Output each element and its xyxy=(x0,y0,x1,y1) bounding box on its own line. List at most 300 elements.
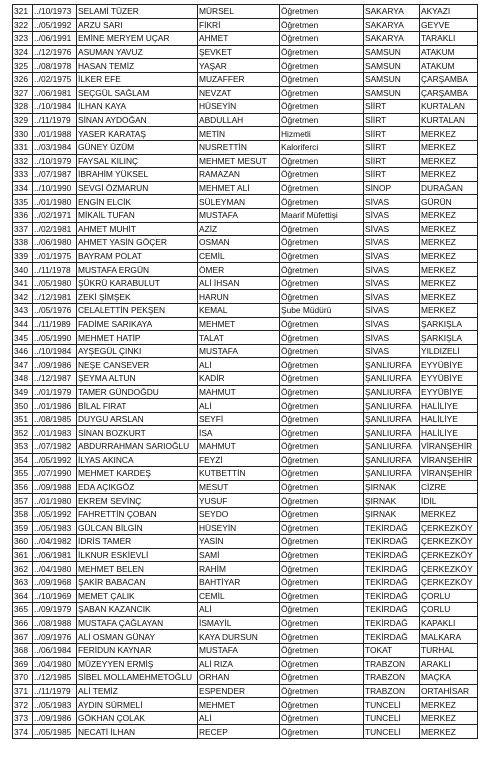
full-name-cell: DUYGU ARSLAN xyxy=(77,412,198,426)
district-cell: TURHAL xyxy=(420,643,478,657)
row-number-cell: 334 xyxy=(13,181,33,195)
job-title-cell: Öğretmen xyxy=(280,276,364,290)
table-row xyxy=(13,535,478,549)
district-cell: MERKEZ xyxy=(420,698,478,712)
father-name-cell: HARUN xyxy=(198,290,280,304)
table-row xyxy=(13,507,478,521)
row-number-cell: 368 xyxy=(13,643,33,657)
full-name-cell: İLKER EFE xyxy=(77,72,198,86)
district-cell: AKYAZI xyxy=(420,5,478,19)
job-title-cell: Öğretmen xyxy=(280,684,364,698)
father-name-cell: CEMİL xyxy=(198,249,280,263)
row-number-cell: 338 xyxy=(13,236,33,250)
table-row xyxy=(13,657,478,671)
full-name-cell: TAMER GÜNDOĞDU xyxy=(77,385,198,399)
row-number-cell: 346 xyxy=(13,344,33,358)
table-row xyxy=(13,616,478,630)
birth-date-cell: ../01/1988 xyxy=(33,127,77,141)
table-row xyxy=(13,440,478,454)
district-cell: KURTALAN xyxy=(420,100,478,114)
district-cell: ÇARŞAMBA xyxy=(420,72,478,86)
province-cell: TEKİRDAĞ xyxy=(364,562,420,576)
full-name-cell: FAHRETTİN ÇOBAN xyxy=(77,507,198,521)
table-row xyxy=(13,168,478,182)
table-row xyxy=(13,222,478,236)
father-name-cell: HÜSEYİN xyxy=(198,521,280,535)
birth-date-cell: ../06/1991 xyxy=(33,32,77,46)
table-row xyxy=(13,372,478,386)
row-number-cell: 353 xyxy=(13,440,33,454)
job-title-cell: Öğretmen xyxy=(280,154,364,168)
table-row xyxy=(13,45,478,59)
job-title-cell: Öğretmen xyxy=(280,18,364,32)
province-cell: SİVAS xyxy=(364,249,420,263)
job-title-cell: Öğretmen xyxy=(280,603,364,617)
row-number-cell: 352 xyxy=(13,426,33,440)
province-cell: SİVAS xyxy=(364,331,420,345)
birth-date-cell: ../07/1982 xyxy=(33,440,77,454)
province-cell: TEKİRDAĞ xyxy=(364,616,420,630)
personnel-table xyxy=(12,4,478,739)
province-cell: TEKİRDAĞ xyxy=(364,575,420,589)
father-name-cell: KADİR xyxy=(198,372,280,386)
table-row xyxy=(13,426,478,440)
province-cell: TUNCELİ xyxy=(364,725,420,739)
full-name-cell: AYŞEGÜL ÇINKI xyxy=(77,344,198,358)
table-row xyxy=(13,467,478,481)
province-cell: SİİRT xyxy=(364,100,420,114)
father-name-cell: MEHMET xyxy=(198,698,280,712)
job-title-cell: Öğretmen xyxy=(280,372,364,386)
district-cell: EYYÜBİYE xyxy=(420,358,478,372)
row-number-cell: 330 xyxy=(13,127,33,141)
full-name-cell: SEVGİ ÖZMARUN xyxy=(77,181,198,195)
full-name-cell: YASER KARATAŞ xyxy=(77,127,198,141)
row-number-cell: 355 xyxy=(13,467,33,481)
row-number-cell: 364 xyxy=(13,589,33,603)
birth-date-cell: ../04/1980 xyxy=(33,657,77,671)
row-number-cell: 367 xyxy=(13,630,33,644)
province-cell: TUNCELİ xyxy=(364,711,420,725)
row-number-cell: 372 xyxy=(13,698,33,712)
birth-date-cell: ../06/1981 xyxy=(33,86,77,100)
province-cell: SİVAS xyxy=(364,344,420,358)
birth-date-cell: ../10/1979 xyxy=(33,154,77,168)
birth-date-cell: ../06/1984 xyxy=(33,643,77,657)
father-name-cell: NEVZAT xyxy=(198,86,280,100)
birth-date-cell: ../05/1985 xyxy=(33,725,77,739)
table-row xyxy=(13,72,478,86)
row-number-cell: 329 xyxy=(13,113,33,127)
table-row xyxy=(13,521,478,535)
father-name-cell: METİN xyxy=(198,127,280,141)
birth-date-cell: ../04/1982 xyxy=(33,535,77,549)
row-number-cell: 335 xyxy=(13,195,33,209)
full-name-cell: FAYSAL KILINÇ xyxy=(77,154,198,168)
district-cell: ÇERKEZKÖY xyxy=(420,562,478,576)
row-number-cell: 371 xyxy=(13,684,33,698)
table-row xyxy=(13,154,478,168)
father-name-cell: OSMAN xyxy=(198,236,280,250)
job-title-cell: Öğretmen xyxy=(280,575,364,589)
district-cell: ORTAHİSAR xyxy=(420,684,478,698)
birth-date-cell: ../05/1992 xyxy=(33,18,77,32)
table-row xyxy=(13,195,478,209)
province-cell: SİİRT xyxy=(364,127,420,141)
district-cell: KURTALAN xyxy=(420,113,478,127)
row-number-cell: 373 xyxy=(13,711,33,725)
table-row xyxy=(13,643,478,657)
full-name-cell: ZEKİ ŞİMŞEK xyxy=(77,290,198,304)
father-name-cell: ALİ İHSAN xyxy=(198,276,280,290)
table-row xyxy=(13,113,478,127)
province-cell: TRABZON xyxy=(364,684,420,698)
full-name-cell: GÖKHAN ÇOLAK xyxy=(77,711,198,725)
full-name-cell: ŞEYMA ALTUN xyxy=(77,372,198,386)
birth-date-cell: ../10/1990 xyxy=(33,181,77,195)
table-row xyxy=(13,86,478,100)
father-name-cell: MUSTAFA xyxy=(198,344,280,358)
father-name-cell: YUSUF xyxy=(198,494,280,508)
province-cell: SİVAS xyxy=(364,208,420,222)
father-name-cell: FİKRİ xyxy=(198,18,280,32)
job-title-cell: Öğretmen xyxy=(280,725,364,739)
job-title-cell: Öğretmen xyxy=(280,100,364,114)
birth-date-cell: ../11/1978 xyxy=(33,263,77,277)
birth-date-cell: ../05/1976 xyxy=(33,304,77,318)
birth-date-cell: ../01/1983 xyxy=(33,426,77,440)
province-cell: SİVAS xyxy=(364,290,420,304)
district-cell: GEYVE xyxy=(420,18,478,32)
province-cell: TEKİRDAĞ xyxy=(364,535,420,549)
full-name-cell: SELAMİ TÜZER xyxy=(77,5,198,19)
table-row xyxy=(13,127,478,141)
table-row xyxy=(13,575,478,589)
birth-date-cell: ../09/1986 xyxy=(33,711,77,725)
district-cell: VİRANŞEHİR xyxy=(420,467,478,481)
full-name-cell: İLKNUR ESKİEVLİ xyxy=(77,548,198,562)
district-cell: HALİLİYE xyxy=(420,399,478,413)
birth-date-cell: ../08/1988 xyxy=(33,616,77,630)
district-cell: ÇERKEZKÖY xyxy=(420,535,478,549)
district-cell: GÜRÜN xyxy=(420,195,478,209)
full-name-cell: GÜNEY ÜZÜM xyxy=(77,140,198,154)
job-title-cell: Öğretmen xyxy=(280,480,364,494)
district-cell: VİRANŞEHİR xyxy=(420,440,478,454)
district-cell: TARAKLI xyxy=(420,32,478,46)
table-row xyxy=(13,603,478,617)
job-title-cell: Öğretmen xyxy=(280,494,364,508)
birth-date-cell: ../12/1987 xyxy=(33,372,77,386)
row-number-cell: 343 xyxy=(13,304,33,318)
full-name-cell: CELALETTİN PEKŞEN xyxy=(77,304,198,318)
row-number-cell: 321 xyxy=(13,5,33,19)
province-cell: TEKİRDAĞ xyxy=(364,630,420,644)
table-row xyxy=(13,698,478,712)
district-cell: MERKEZ xyxy=(420,290,478,304)
row-number-cell: 348 xyxy=(13,372,33,386)
father-name-cell: ORHAN xyxy=(198,671,280,685)
birth-date-cell: ../05/1992 xyxy=(33,453,77,467)
full-name-cell: MUSTAFA ÇAĞLAYAN xyxy=(77,616,198,630)
province-cell: TEKİRDAĞ xyxy=(364,521,420,535)
district-cell: ÇARŞAMBA xyxy=(420,86,478,100)
full-name-cell: AHMET MUHİT xyxy=(77,222,198,236)
job-title-cell: Öğretmen xyxy=(280,32,364,46)
province-cell: SİİRT xyxy=(364,113,420,127)
province-cell: ŞANLIURFA xyxy=(364,358,420,372)
full-name-cell: İLHAN KAYA xyxy=(77,100,198,114)
job-title-cell: Öğretmen xyxy=(280,45,364,59)
district-cell: MERKEZ xyxy=(420,208,478,222)
job-title-cell: Öğretmen xyxy=(280,412,364,426)
table-row xyxy=(13,358,478,372)
father-name-cell: ÖMER xyxy=(198,263,280,277)
birth-date-cell: ../01/1975 xyxy=(33,249,77,263)
job-title-cell: Öğretmen xyxy=(280,181,364,195)
province-cell: TUNCELİ xyxy=(364,698,420,712)
job-title-cell: Öğretmen xyxy=(280,698,364,712)
province-cell: TEKİRDAĞ xyxy=(364,548,420,562)
row-number-cell: 323 xyxy=(13,32,33,46)
table-row xyxy=(13,344,478,358)
job-title-cell: Öğretmen xyxy=(280,671,364,685)
job-title-cell: Maarif Müfettişi xyxy=(280,208,364,222)
father-name-cell: SEYDO xyxy=(198,507,280,521)
birth-date-cell: ../05/1983 xyxy=(33,698,77,712)
row-number-cell: 324 xyxy=(13,45,33,59)
table-row xyxy=(13,331,478,345)
table-row xyxy=(13,494,478,508)
full-name-cell: MEHMET HATİP xyxy=(77,331,198,345)
father-name-cell: AZİZ xyxy=(198,222,280,236)
job-title-cell: Öğretmen xyxy=(280,643,364,657)
job-title-cell: Öğretmen xyxy=(280,440,364,454)
job-title-cell: Öğretmen xyxy=(280,222,364,236)
row-number-cell: 327 xyxy=(13,86,33,100)
district-cell: HALİLİYE xyxy=(420,412,478,426)
father-name-cell: NUSRETTİN xyxy=(198,140,280,154)
province-cell: SİVAS xyxy=(364,263,420,277)
province-cell: TRABZON xyxy=(364,671,420,685)
job-title-cell: Öğretmen xyxy=(280,657,364,671)
job-title-cell: Öğretmen xyxy=(280,344,364,358)
full-name-cell: SİNAN BOZKURT xyxy=(77,426,198,440)
birth-date-cell: ../02/1981 xyxy=(33,222,77,236)
row-number-cell: 350 xyxy=(13,399,33,413)
province-cell: ŞIRNAK xyxy=(364,494,420,508)
province-cell: ŞANLIURFA xyxy=(364,440,420,454)
job-title-cell: Öğretmen xyxy=(280,589,364,603)
row-number-cell: 374 xyxy=(13,725,33,739)
full-name-cell: SEÇGÜL SAĞLAM xyxy=(77,86,198,100)
row-number-cell: 356 xyxy=(13,480,33,494)
full-name-cell: MEHMET BELEN xyxy=(77,562,198,576)
row-number-cell: 331 xyxy=(13,140,33,154)
full-name-cell: İBRAHİM YÜKSEL xyxy=(77,168,198,182)
job-title-cell: Öğretmen xyxy=(280,616,364,630)
row-number-cell: 328 xyxy=(13,100,33,114)
district-cell: CİZRE xyxy=(420,480,478,494)
table-row xyxy=(13,263,478,277)
district-cell: ARAKLI xyxy=(420,657,478,671)
province-cell: ŞIRNAK xyxy=(364,480,420,494)
job-title-cell: Öğretmen xyxy=(280,548,364,562)
province-cell: SAMSUN xyxy=(364,45,420,59)
province-cell: ŞANLIURFA xyxy=(364,453,420,467)
full-name-cell: MÜZEYYEN ERMİŞ xyxy=(77,657,198,671)
job-title-cell: Öğretmen xyxy=(280,358,364,372)
birth-date-cell: ../12/1985 xyxy=(33,671,77,685)
father-name-cell: MEHMET MESUT xyxy=(198,154,280,168)
birth-date-cell: ../12/1981 xyxy=(33,290,77,304)
table-row xyxy=(13,480,478,494)
table-row xyxy=(13,5,478,19)
birth-date-cell: ../01/1980 xyxy=(33,195,77,209)
province-cell: SAMSUN xyxy=(364,86,420,100)
job-title-cell: Öğretmen xyxy=(280,59,364,73)
birth-date-cell: ../10/1984 xyxy=(33,100,77,114)
job-title-cell: Şube Müdürü xyxy=(280,304,364,318)
birth-date-cell: ../11/1979 xyxy=(33,684,77,698)
full-name-cell: EMİNE MERYEM UÇAR xyxy=(77,32,198,46)
job-title-cell: Öğretmen xyxy=(280,399,364,413)
table-row xyxy=(13,725,478,739)
job-title-cell: Öğretmen xyxy=(280,5,364,19)
birth-date-cell: ../11/1989 xyxy=(33,317,77,331)
district-cell: MERKEZ xyxy=(420,304,478,318)
province-cell: ŞANLIURFA xyxy=(364,426,420,440)
full-name-cell: ALİ OSMAN GÜNAY xyxy=(77,630,198,644)
row-number-cell: 337 xyxy=(13,222,33,236)
father-name-cell: MÜRSEL xyxy=(198,5,280,19)
province-cell: TRABZON xyxy=(364,657,420,671)
birth-date-cell: ../09/1988 xyxy=(33,480,77,494)
birth-date-cell: ../07/1990 xyxy=(33,467,77,481)
table-row xyxy=(13,671,478,685)
father-name-cell: ALİ xyxy=(198,399,280,413)
province-cell: SAMSUN xyxy=(364,72,420,86)
province-cell: SİİRT xyxy=(364,168,420,182)
birth-date-cell: ../01/1980 xyxy=(33,494,77,508)
job-title-cell: Öğretmen xyxy=(280,113,364,127)
birth-date-cell: ../05/1983 xyxy=(33,521,77,535)
district-cell: HALİLİYE xyxy=(420,426,478,440)
district-cell: MAÇKA xyxy=(420,671,478,685)
job-title-cell: Öğretmen xyxy=(280,168,364,182)
birth-date-cell: ../05/1990 xyxy=(33,331,77,345)
province-cell: SİİRT xyxy=(364,140,420,154)
table-row xyxy=(13,59,478,73)
district-cell: MERKEZ xyxy=(420,711,478,725)
district-cell: ŞARKIŞLA xyxy=(420,331,478,345)
province-cell: SİVAS xyxy=(364,222,420,236)
district-cell: MERKEZ xyxy=(420,725,478,739)
row-number-cell: 342 xyxy=(13,290,33,304)
row-number-cell: 341 xyxy=(13,276,33,290)
father-name-cell: MAHMUT xyxy=(198,385,280,399)
father-name-cell: BAHTİYAR xyxy=(198,575,280,589)
province-cell: SİVAS xyxy=(364,236,420,250)
birth-date-cell: ../04/1980 xyxy=(33,562,77,576)
row-number-cell: 333 xyxy=(13,168,33,182)
job-title-cell: Öğretmen xyxy=(280,711,364,725)
birth-date-cell: ../09/1976 xyxy=(33,630,77,644)
job-title-cell: Öğretmen xyxy=(280,249,364,263)
birth-date-cell: ../01/1986 xyxy=(33,399,77,413)
row-number-cell: 366 xyxy=(13,616,33,630)
father-name-cell: MESUT xyxy=(198,480,280,494)
full-name-cell: BİLAL FIRAT xyxy=(77,399,198,413)
full-name-cell: MİKAİL TUFAN xyxy=(77,208,198,222)
row-number-cell: 336 xyxy=(13,208,33,222)
province-cell: SAKARYA xyxy=(364,5,420,19)
full-name-cell: ENGİN ELCİK xyxy=(77,195,198,209)
row-number-cell: 358 xyxy=(13,507,33,521)
table-row xyxy=(13,399,478,413)
row-number-cell: 357 xyxy=(13,494,33,508)
district-cell: MERKEZ xyxy=(420,263,478,277)
job-title-cell: Öğretmen xyxy=(280,467,364,481)
father-name-cell: ALİ xyxy=(198,603,280,617)
province-cell: SİVAS xyxy=(364,304,420,318)
job-title-cell: Öğretmen xyxy=(280,290,364,304)
birth-date-cell: ../02/1975 xyxy=(33,72,77,86)
province-cell: ŞANLIURFA xyxy=(364,399,420,413)
full-name-cell: ŞAKİR BABACAN xyxy=(77,575,198,589)
district-cell: İDİL xyxy=(420,494,478,508)
row-number-cell: 322 xyxy=(13,18,33,32)
district-cell: MERKEZ xyxy=(420,222,478,236)
province-cell: TEKİRDAĞ xyxy=(364,603,420,617)
full-name-cell: ASUMAN YAVUZ xyxy=(77,45,198,59)
job-title-cell: Öğretmen xyxy=(280,426,364,440)
district-cell: ÇERKEZKÖY xyxy=(420,521,478,535)
table-row xyxy=(13,32,478,46)
father-name-cell: ABDULLAH xyxy=(198,113,280,127)
full-name-cell: NECATİ İLHAN xyxy=(77,725,198,739)
province-cell: ŞIRNAK xyxy=(364,507,420,521)
birth-date-cell: ../06/1980 xyxy=(33,236,77,250)
district-cell: KAPAKLI xyxy=(420,616,478,630)
birth-date-cell: ../12/1976 xyxy=(33,45,77,59)
district-cell: ÇERKEZKÖY xyxy=(420,575,478,589)
table-row xyxy=(13,181,478,195)
full-name-cell: İDRİS TAMER xyxy=(77,535,198,549)
job-title-cell: Öğretmen xyxy=(280,562,364,576)
table-row xyxy=(13,249,478,263)
row-number-cell: 339 xyxy=(13,249,33,263)
father-name-cell: SEYFİ xyxy=(198,412,280,426)
row-number-cell: 326 xyxy=(13,72,33,86)
district-cell: MERKEZ xyxy=(420,249,478,263)
province-cell: SİİRT xyxy=(364,154,420,168)
full-name-cell: ŞÜKRÜ KARABULUT xyxy=(77,276,198,290)
father-name-cell: YAŞAR xyxy=(198,59,280,73)
district-cell: ÇERKEZKÖY xyxy=(420,548,478,562)
district-cell: EYYÜBİYE xyxy=(420,385,478,399)
district-cell: MALKARA xyxy=(420,630,478,644)
province-cell: SAKARYA xyxy=(364,32,420,46)
table-row xyxy=(13,290,478,304)
district-cell: DURAĞAN xyxy=(420,181,478,195)
table-row xyxy=(13,684,478,698)
province-cell: TOKAT xyxy=(364,643,420,657)
province-cell: SİVAS xyxy=(364,195,420,209)
province-cell: SAMSUN xyxy=(364,59,420,73)
birth-date-cell: ../09/1986 xyxy=(33,358,77,372)
father-name-cell: SAMİ xyxy=(198,548,280,562)
